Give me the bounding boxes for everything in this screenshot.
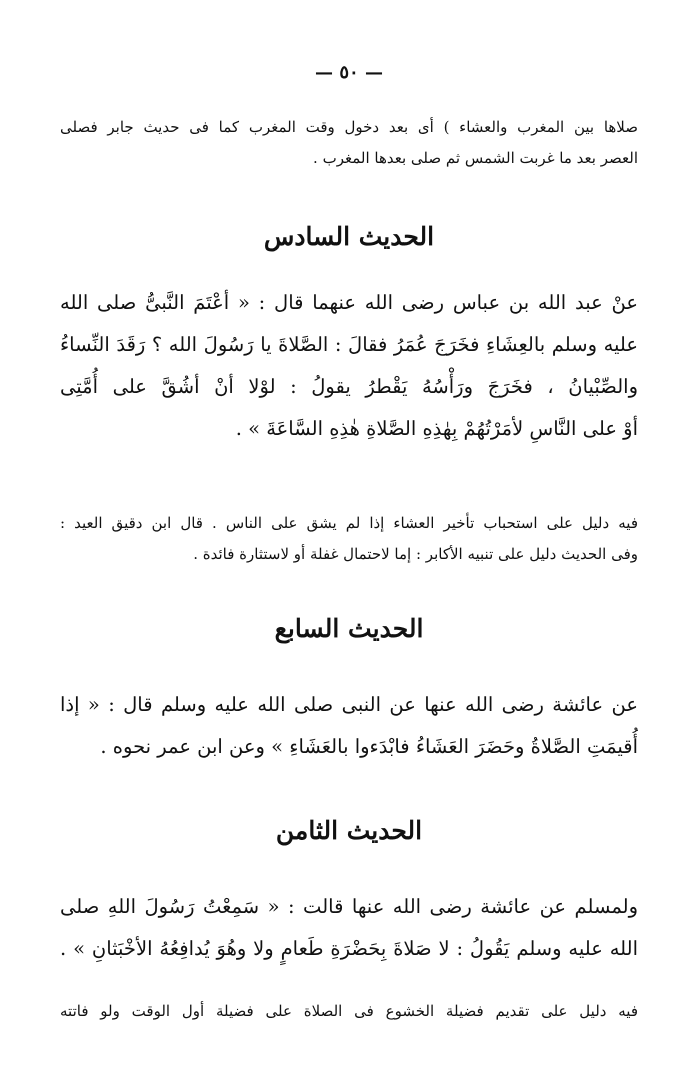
hadith-6-line-3: والصِّبْيانُ ، فخَرَجَ ورَأْسُهُ يَقْطرُ يقولُ : لوْلا أنْ أشُقَّ على أُمَّتِى bbox=[60, 375, 638, 398]
hadith-6-heading: الحديث السادس bbox=[263, 222, 435, 251]
hadith-6-note-2: وفى الحديث دليل على تنبيه الأكابر : إما لاحتمال غفلة أو لاستثارة فائدة . bbox=[193, 545, 638, 563]
hadith-7-line-1: عن عائشة رضى الله عنها عن النبى صلى الله عليه وسلم قال : « إذا bbox=[60, 693, 638, 716]
hadith-7-text bbox=[60, 684, 638, 768]
hadith-8-note-1: فيه دليل على تقديم فضيلة الخشوع فى الصلاة على فضيلة أول الوقت ولو فاتته bbox=[60, 1002, 638, 1020]
hadith-6-line-1: عنْ عبد الله بن عباس رضى الله عنهما قال : « أعْتَمَ النَّبىُّ صلى الله bbox=[60, 291, 638, 314]
hadith-6-line-2: عليه وسلم بالعِشَاءِ فخَرَجَ عُمَرُ فقالَ : الصَّلاةَ يا رَسُولَ الله ؟ رَقَدَ النِّساءُ bbox=[60, 333, 638, 356]
hadith-8-line-1: ولمسلم عن عائشة رضى الله عنها قالت : « سَمِعْتُ رَسُولَ اللهِ صلى bbox=[60, 895, 638, 918]
hadith-7-heading: الحديث السابع bbox=[274, 614, 424, 643]
hadith-6-text bbox=[60, 282, 638, 450]
hadith-6-line-4: أوْ على النَّاسِ لأمَرْتُهُمْ بِهٰذِهِ الصَّلاةِ هٰذِهِ السَّاعَةَ » . bbox=[235, 417, 638, 440]
hadith-8-line-2: الله عليه وسلم يَقُولُ : لا صَلاةَ بِحَضْرَةِ طَعامٍ ولا وهُوَ يُدافِعُهُ الأخْبَثانِ » . bbox=[60, 937, 638, 960]
hadith-6-commentary bbox=[60, 508, 638, 570]
intro-line-2: العصر بعد ما غربت الشمس ثم صلى بعدها المغرب . bbox=[313, 149, 638, 167]
hadith-6-note-1: فيه دليل على استحباب تأخير العشاء إذا لم يشق على الناس . قال ابن دقيق العيد : bbox=[60, 514, 638, 532]
intro-line-1: صلاها بين المغرب والعشاء ) أى بعد دخول وقت المغرب كما فى حديث جابر فصلى bbox=[60, 118, 638, 136]
hadith-8-text bbox=[60, 886, 638, 970]
hadith-8-heading: الحديث الثامن bbox=[275, 816, 423, 845]
page-number: — ٥٠ — bbox=[315, 62, 383, 83]
intro-paragraph bbox=[60, 112, 638, 174]
hadith-7-line-2: أُقيمَتِ الصَّلاةُ وحَضَرَ العَشَاءُ فابْدَءوا بالعَشَاءِ » وعن ابن عمر نحوه . bbox=[100, 735, 638, 758]
hadith-8-commentary bbox=[60, 996, 638, 1027]
